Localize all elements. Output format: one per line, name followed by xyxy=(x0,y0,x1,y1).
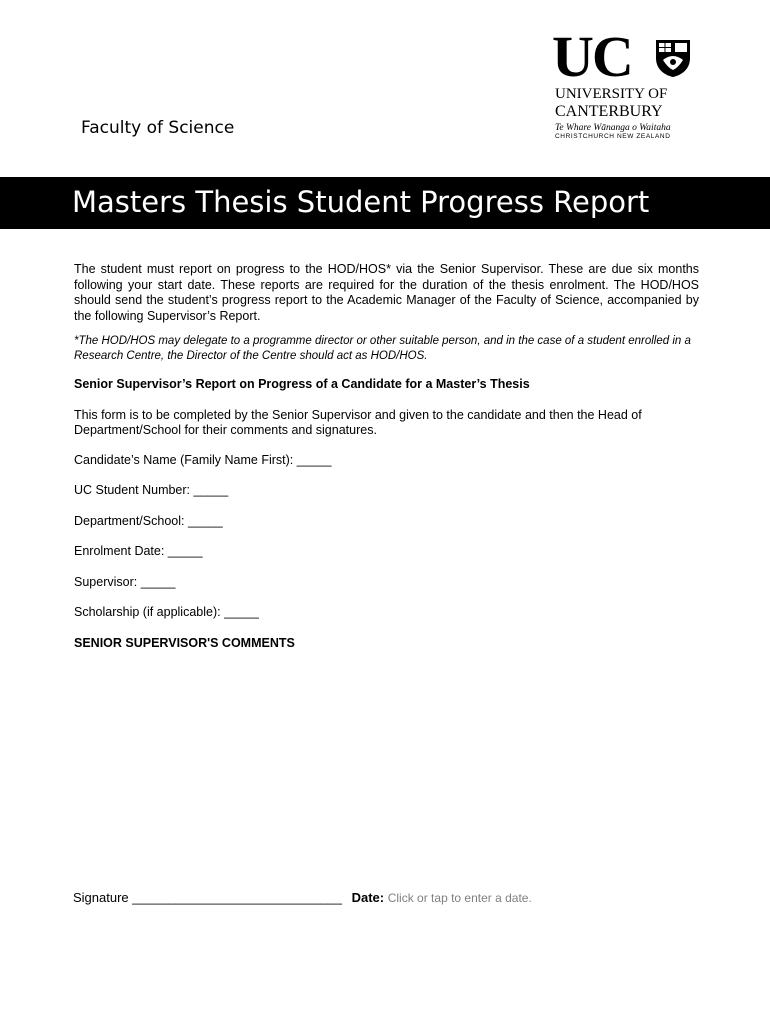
date-picker-field[interactable]: Click or tap to enter a date. xyxy=(387,891,532,905)
candidate-name-field[interactable]: Candidate’s Name (Family Name First): _____ xyxy=(74,452,332,467)
department-field[interactable]: Department/School: _____ xyxy=(74,513,223,528)
faculty-name: Faculty of Science xyxy=(81,118,235,138)
university-logo xyxy=(552,24,697,142)
signature-row xyxy=(73,890,532,905)
form-description: This form is to be completed by the Senior Supervisor and given to the candidate and then the Head of Department/School for their comments and signatures. xyxy=(74,407,642,437)
logo-line-location: CHRISTCHURCH NEW ZEALAND xyxy=(555,133,671,140)
enrolment-date-field[interactable]: Enrolment Date: _____ xyxy=(74,544,203,558)
page-title: Masters Thesis Student Progress Report xyxy=(72,185,650,219)
delegation-note: *The HOD/HOS may delegate to a programme director or other suitable person, and in the case of a student enrolled in a Research Centre, the Director of the Centre should act as HOD/HOS. xyxy=(74,335,691,362)
logo-line-maori-name: Te Whare Wānanga o Waitaha xyxy=(555,123,671,133)
supervisor-field[interactable]: Supervisor: _____ xyxy=(74,574,176,589)
crest-icon xyxy=(654,38,692,78)
intro-paragraph: The student must report on progress to the HOD/HOS* via the Senior Supervisor. These are due six months following your start date. These reports are required for the duration of the thesis enrolment. The HOD/HOS should send the student’s progress report to the Academic Manager of the Faculty of Science, accompanied by the following Supervisor’s Report. xyxy=(74,262,699,323)
logo-monogram: UC xyxy=(552,24,632,89)
section-title: Senior Supervisor’s Report on Progress of a Candidate for a Master’s Thesis xyxy=(74,377,530,391)
student-number-field[interactable]: UC Student Number: _____ xyxy=(74,483,229,497)
logo-line-university-of: UNIVERSITY OF xyxy=(555,86,668,102)
logo-line-canterbury: CANTERBURY xyxy=(555,103,663,120)
comments-heading: SENIOR SUPERVISOR'S COMMENTS xyxy=(74,635,295,650)
signature-line[interactable]: _____________________________ xyxy=(132,890,342,905)
form-body xyxy=(74,262,699,651)
title-banner xyxy=(0,177,770,229)
signature-label: Signature xyxy=(73,890,129,905)
scholarship-field[interactable]: Scholarship (if applicable): _____ xyxy=(74,605,259,619)
date-label: Date: xyxy=(351,890,385,905)
